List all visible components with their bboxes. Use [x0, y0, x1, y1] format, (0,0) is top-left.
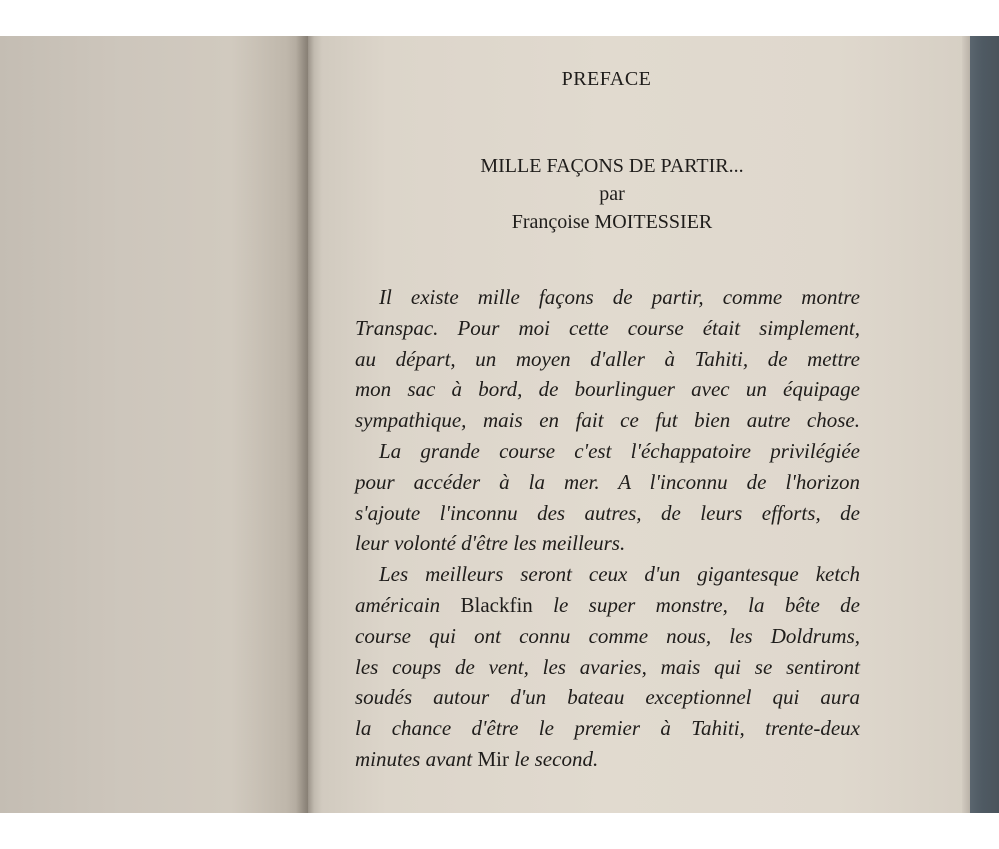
text-fragment: américain [355, 592, 461, 617]
text-line: soudés autour d'un bateau exceptionnel qui aura [355, 685, 860, 710]
boat-name-mir: Mir [477, 746, 509, 771]
preface-body [355, 282, 860, 775]
page-edge [962, 36, 970, 813]
text-line: au départ, un moyen d'aller à Tahiti, de mettre [355, 346, 860, 371]
text-line: Les meilleurs seront ceux d'un gigantesque ketch [379, 562, 860, 587]
boat-name-blackfin: Blackfin [460, 592, 533, 617]
text-line: course qui ont connu comme nous, les Doldrums, [355, 623, 860, 648]
text-fragment: le second. [508, 746, 599, 771]
paragraph-1 [355, 282, 860, 436]
text-line: mon sac à bord, de bourlinguer avec un équipage [355, 377, 860, 402]
paragraph-3 [355, 559, 860, 775]
text-line: pour accéder à la mer. A l'inconnu de l'horizon [355, 469, 860, 494]
preface-heading: PREFACE [561, 68, 652, 90]
text-line: la chance d'être le premier à Tahiti, trente-deux [355, 716, 860, 741]
book-gutter [296, 36, 322, 813]
left-page-blank [0, 36, 308, 813]
preface-subtitle [400, 152, 824, 236]
text-line: Transpac. Pour moi cette course était simplement, [355, 315, 860, 340]
text-line: s'ajoute l'inconnu des autres, de leurs efforts, de [355, 500, 860, 525]
paragraph-2 [355, 436, 860, 559]
text-line: La grande course c'est l'échappatoire privilégiée [379, 438, 860, 463]
text-line: les coups de vent, les avaries, mais qui se sentiront [355, 654, 860, 679]
preface-by: par [599, 183, 625, 205]
text-line [355, 744, 860, 775]
text-line [355, 590, 860, 621]
preface-title: MILLE FAÇONS DE PARTIR... [480, 155, 744, 177]
text-line: leur volonté d'être les meilleurs. [355, 531, 626, 556]
preface-author: Françoise MOITESSIER [511, 211, 713, 233]
book-photo [0, 36, 999, 813]
text-line: Il existe mille façons de partir, comme montre [379, 285, 860, 309]
text-fragment: le super monstre, la bête de [532, 592, 860, 617]
text-line: sympathique, mais en fait ce fut bien autre chose. [355, 408, 860, 433]
text-fragment: minutes avant [355, 746, 478, 771]
